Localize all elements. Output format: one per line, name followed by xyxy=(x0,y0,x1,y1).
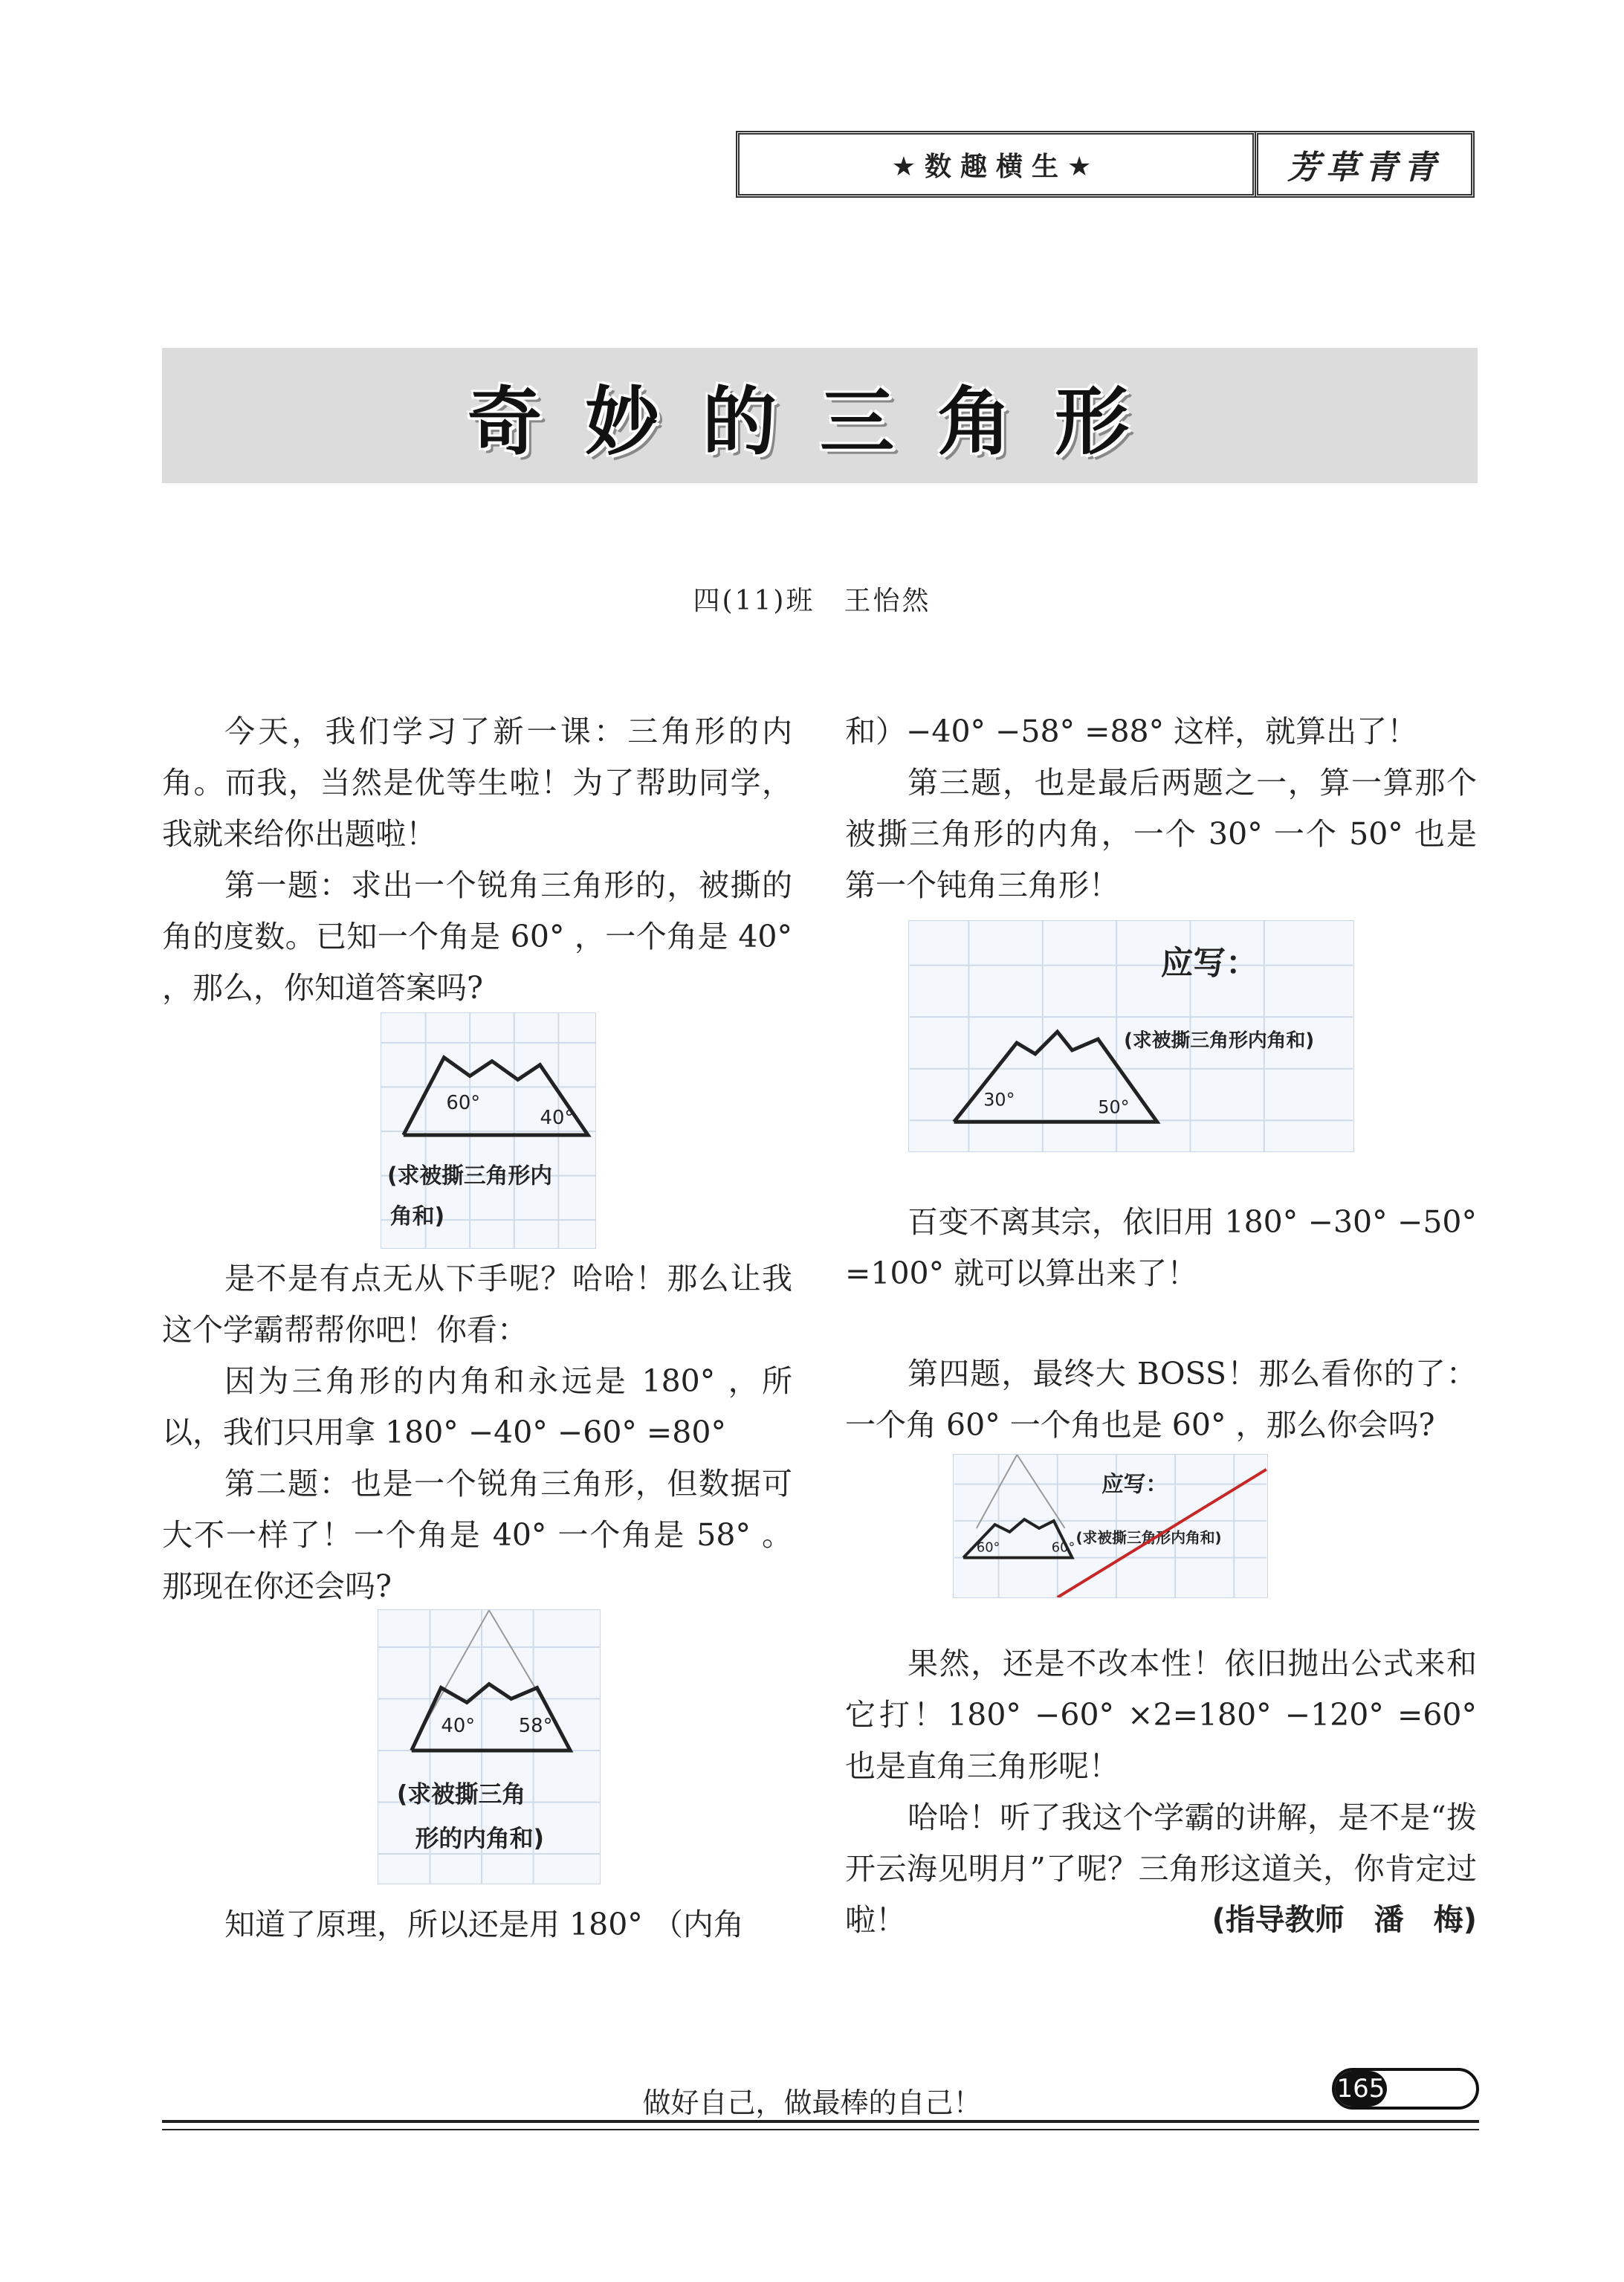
figure-triangle-3 xyxy=(908,920,1354,1152)
paragraph-answer-3: 百变不离其宗，依旧用 180° −30° −50° =100° 就可以算出来了！ xyxy=(845,1204,1477,1291)
paragraph-answer-2: 和）−40° −58° =88° 这样，就算出了！ xyxy=(845,714,1418,749)
section-tab: ★数趣横生★ xyxy=(736,131,1256,198)
page-number: 165 xyxy=(1335,2071,1387,2107)
angle-label-b: 60° xyxy=(1051,1539,1075,1556)
figure-heading: 应写： xyxy=(1160,944,1258,983)
paragraph-question-3: 第三题，也是最后两题之一，算一算那个被撕三角形的内角，一个 30° 一个 50° 也是第一个钝角三角形！ xyxy=(845,765,1477,903)
paragraph-hint: 是不是有点无从下手呢？哈哈！那么让我这个学霸帮帮你吧！你看： xyxy=(162,1261,792,1348)
angle-label-a: 40° xyxy=(441,1715,476,1738)
paragraph-conclusion: 哈哈！听了我这个学霸的讲解，是不是“拨开云海见明月”了呢？三角形这道关，你肯定过啦！ xyxy=(845,1800,1477,1938)
paragraph-question-2: 第二题：也是一个锐角三角形，但数据可大不一样了！一个角是 40° 一个角是 58° 。那现在你还会吗? xyxy=(162,1466,792,1604)
paragraph-intro: 今天，我们学习了新一课：三角形的内角。而我，当然是优等生啦！为了帮助同学，我就来给你出题啦！ xyxy=(162,714,792,852)
angle-label-a: 60° xyxy=(446,1092,481,1115)
footer-motto: 做好自己，做最棒的自己！ xyxy=(642,2087,982,2119)
paragraph-principle: 知道了原理，所以还是用 180° （内角 xyxy=(224,1907,744,1942)
angle-label-b: 58° xyxy=(518,1715,553,1738)
footer-rule-bottom xyxy=(162,2129,1479,2130)
angle-label-a: 30° xyxy=(983,1089,1015,1111)
article-title: 奇妙的三角形 xyxy=(468,378,1172,465)
paragraph-answer-1: 因为三角形的内角和永远是 180° ，所以，我们只用拿 180° −40° −60° =80° xyxy=(162,1363,792,1450)
author-byline: 四(11)班 王怡然 xyxy=(693,586,931,616)
figure-triangle-4 xyxy=(953,1454,1268,1598)
footer-rule-top xyxy=(162,2120,1479,2123)
figure-triangle-1 xyxy=(381,1012,596,1249)
figure-heading: 应写： xyxy=(1101,1471,1168,1498)
figure-note: (求被撕三角形内角和) xyxy=(1075,1529,1222,1547)
paragraph-question-1: 第一题：求出一个锐角三角形的，被撕的角的度数。已知一个角是 60° ，一个角是 40° ，那么，你知道答案吗? xyxy=(162,867,792,1006)
angle-label-b: 40° xyxy=(540,1107,575,1130)
column-tab: 芳草青青 xyxy=(1255,131,1475,198)
figure-triangle-2 xyxy=(378,1609,601,1884)
page-number-badge xyxy=(1332,2068,1479,2110)
figure-note-line-2: 角和) xyxy=(389,1203,445,1230)
figure-note-line-1: (求被撕三角形内 xyxy=(386,1163,553,1189)
figure-note-line-2: 形的内角和) xyxy=(415,1826,545,1853)
teacher-credit: (指导教师 潘 梅) xyxy=(1211,1903,1477,1937)
angle-label-b: 50° xyxy=(1098,1096,1130,1118)
paragraph-answer-4: 果然，还是不改本性！依旧抛出公式来和它打！180° −60° ×2=180° −120° =60° 也是直角三角形呢！ xyxy=(845,1646,1477,1784)
paragraph-question-4: 第四题，最终大 BOSS！那么看你的了：一个角 60° 一个角也是 60° ，那么你会吗? xyxy=(845,1356,1477,1443)
title-banner xyxy=(162,348,1478,483)
angle-label-a: 60° xyxy=(976,1539,1000,1556)
figure-note: (求被撕三角形内角和) xyxy=(1124,1029,1315,1052)
figure-note-line-1: (求被撕三角 xyxy=(396,1781,526,1809)
